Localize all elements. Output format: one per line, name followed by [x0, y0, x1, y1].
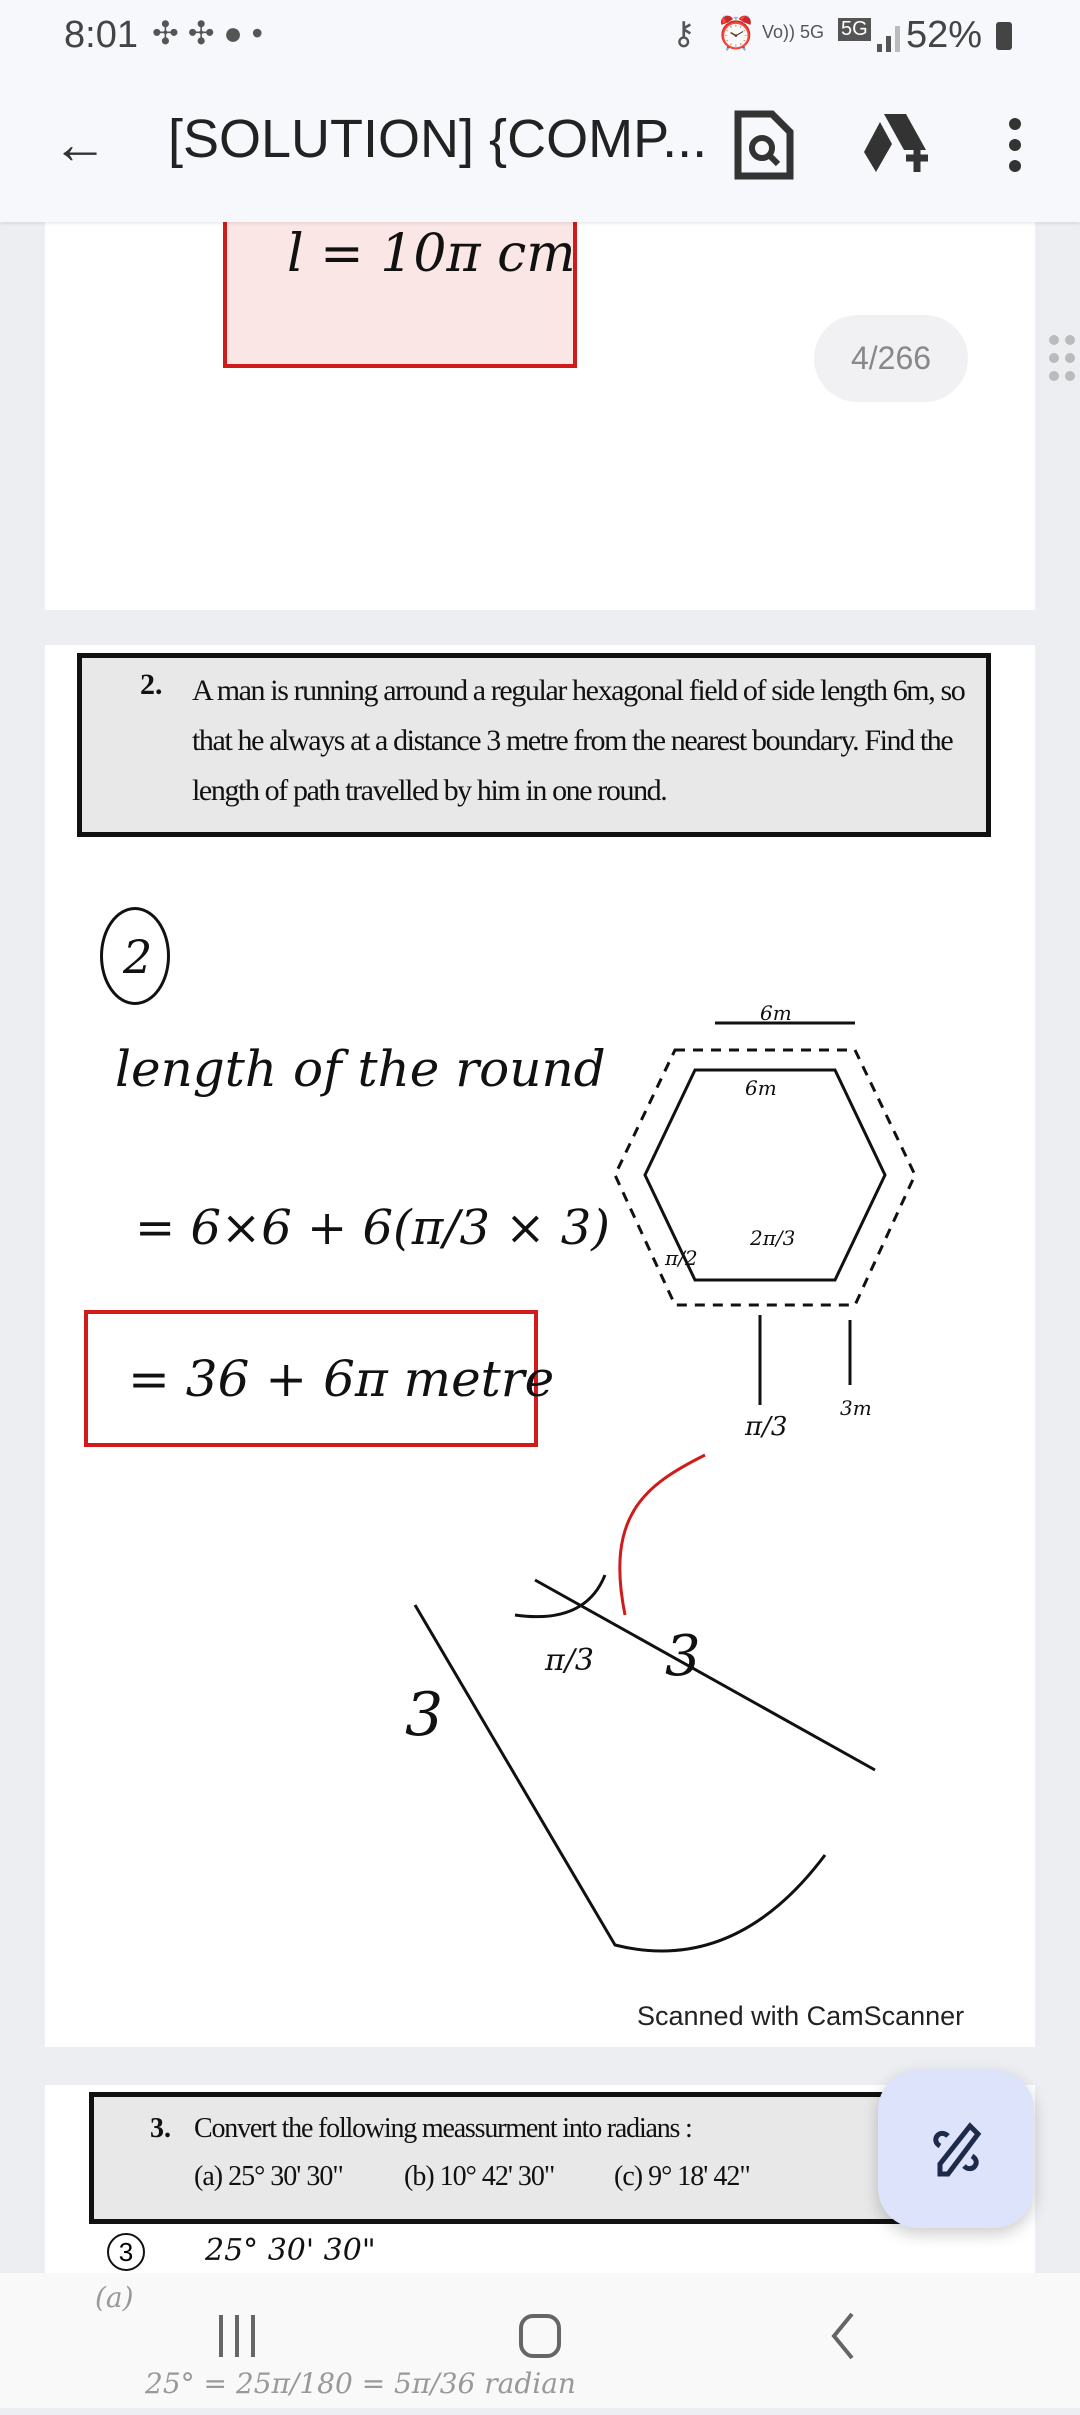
add-to-drive-icon[interactable] [862, 110, 932, 180]
sector-angle-label: π/3 [545, 1643, 594, 1678]
question-text: A man is running arround a regular hexagonal field of side length 6m, so that he always at a distance 3 metre from the nearest boundary. Find the length of path travelled by him in one round. [192, 674, 965, 807]
camscanner-footer: Scanned with CamScanner [637, 2001, 965, 2031]
question-number: 3. [150, 2113, 171, 2144]
question-number: 2. [140, 668, 163, 701]
hexagon-diagram [405, 1001, 1005, 1975]
page-indicator: 4/266 [814, 315, 968, 402]
battery-text: 52% [906, 14, 983, 56]
question-circle: 3 [107, 2233, 145, 2271]
more-options-icon[interactable] [1000, 110, 1030, 180]
clock: 8:01 [64, 14, 138, 56]
formula-text: l = 10π cm [287, 224, 576, 284]
diagram-angle-label: 2π/3 [750, 1226, 796, 1250]
5g-badge: 5G [838, 18, 871, 41]
question-circle: 2 [100, 907, 170, 1005]
vpn-key-icon: ⚷ [672, 15, 696, 51]
solution-line-2: = 6×6 + 6(π/3 × 3) [135, 1200, 611, 1256]
status-bar [0, 0, 1080, 70]
sector-radius-label-2: 3 [665, 1624, 701, 1689]
diagram-half-label: π/2 [665, 1246, 698, 1270]
solution-line-2: (a) [95, 2281, 134, 2314]
app-bar [0, 70, 1080, 222]
volte-label: Vo)) 5G [762, 22, 825, 42]
answer-box [84, 1310, 555, 1447]
diagram-arrow-label: π/3 [745, 1412, 788, 1442]
scroll-handle[interactable] [1040, 330, 1080, 390]
pdf-page-2 [45, 645, 1035, 2047]
question-box [77, 653, 991, 837]
edit-button[interactable] [878, 2070, 1034, 2228]
option-b: (b) 10° 42' 30" [404, 2161, 555, 2192]
option-c: (c) 9° 18' 42" [614, 2161, 750, 2192]
edit-pen-icon [926, 2120, 986, 2180]
answer-text: = 36 + 6π metre [128, 1350, 555, 1408]
option-a: (a) 25° 30' 30" [194, 2161, 343, 2192]
alarm-icon: ⏰ [716, 15, 756, 51]
signal-icon [876, 24, 902, 52]
search-document-icon[interactable] [732, 110, 796, 180]
question-text: Convert the following meassurment into radians : [194, 2113, 692, 2144]
solution-line-1: 25° 30' 30" [205, 2233, 376, 2268]
diagram-dist-label: 3m [840, 1396, 872, 1420]
diagram-top-label: 6m [760, 1001, 792, 1025]
solution-line-3: 25° = 25π/180 = 5π/36 radian [145, 2367, 576, 2400]
battery-icon [996, 22, 1012, 50]
back-button[interactable]: ← [52, 112, 108, 175]
solution-line-1: length of the round [115, 1040, 606, 1098]
notification-icons: ✣ ✣ ● • [152, 15, 263, 51]
document-title: [SOLUTION] {COMP... [168, 109, 708, 169]
sector-radius-label: 3 [405, 1680, 444, 1750]
diagram-side-label: 6m [745, 1076, 777, 1100]
question-box [89, 2092, 989, 2224]
